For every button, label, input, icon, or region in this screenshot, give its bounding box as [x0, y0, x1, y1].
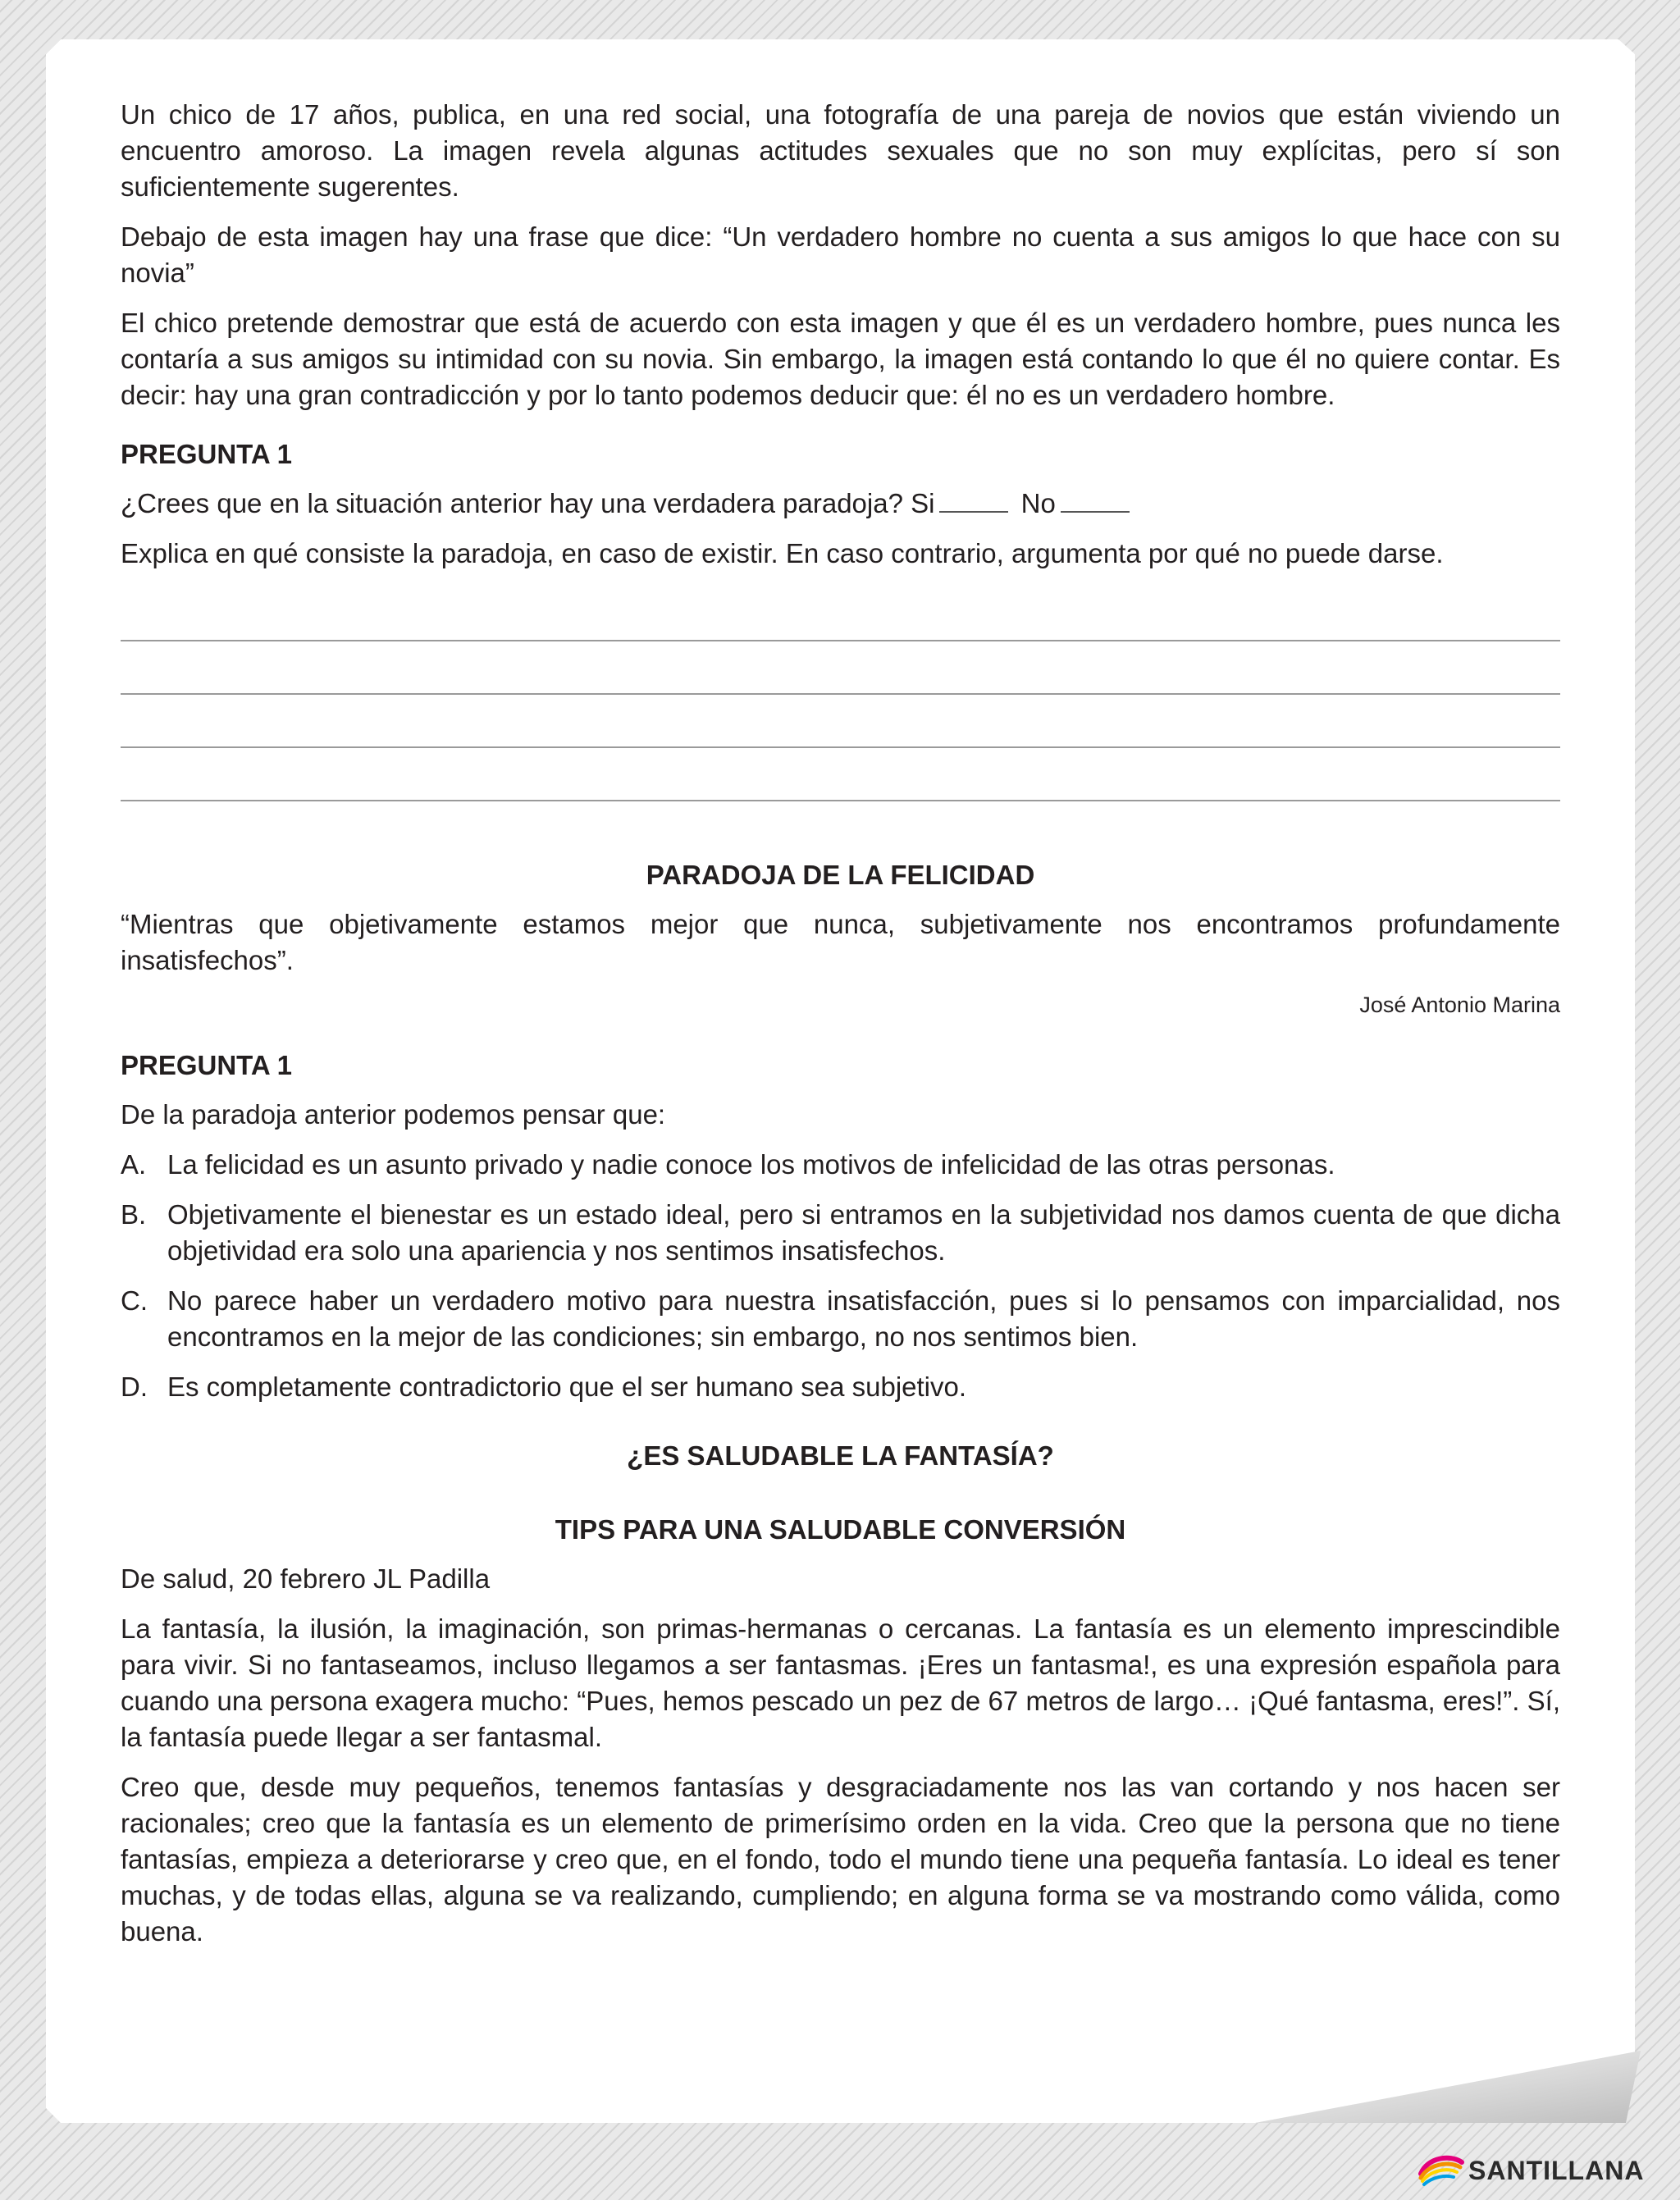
yes-answer-blank[interactable] — [939, 508, 1008, 513]
intro-section — [121, 97, 1560, 413]
option-text: No parece haber un verdadero motivo para nuestra insatisfacción, pues si lo pensamos con imparcialidad, nos encontramos en la mejor de las condiciones; sin embargo, no nos sentimos bien. — [167, 1285, 1560, 1352]
option-text: Objetivamente el bienestar es un estado ideal, pero si entramos en la subjetividad nos damos cuenta de que dicha objetividad era solo una apariencia y nos sentimos insatisfechos. — [167, 1199, 1560, 1266]
option-a[interactable] — [121, 1147, 1560, 1183]
page-content — [121, 97, 1560, 1964]
no-label: No — [1020, 488, 1056, 518]
question-instruction: Explica en qué consiste la paradoja, en caso de existir. En caso contrario, argumenta por qué no puede darse. — [121, 538, 1444, 568]
fantasy-section — [121, 1438, 1560, 1950]
answer-line[interactable] — [121, 748, 1560, 801]
question-title: PREGUNTA 1 — [121, 439, 293, 469]
paradox-section — [121, 857, 1560, 1023]
logo-text: SANTILLANA — [1468, 2155, 1645, 2185]
answer-line[interactable] — [121, 588, 1560, 641]
paradox-title: PARADOJA DE LA FELICIDAD — [646, 860, 1035, 890]
fantasy-subtitle: TIPS PARA UNA SALUDABLE CONVERSIÓN — [555, 1514, 1126, 1545]
option-letter: D. — [121, 1372, 148, 1402]
intro-paragraph: Debajo de esta imagen hay una frase que dice: “Un verdadero hombre no cuenta a sus amigos lo que hace con su novia” — [121, 221, 1560, 288]
article-byline: De salud, 20 febrero JL Padilla — [121, 1563, 491, 1594]
option-letter: C. — [121, 1285, 148, 1316]
question-1-section — [121, 436, 1560, 801]
question-prompt — [121, 486, 1560, 522]
option-letter: B. — [121, 1199, 147, 1230]
option-d[interactable] — [121, 1369, 1560, 1405]
option-letter: A. — [121, 1149, 147, 1180]
question-prompt-text: ¿Crees que en la situación anterior hay una verdadera paradoja? Si — [121, 488, 935, 518]
answer-line[interactable] — [121, 641, 1560, 695]
option-text: Es completamente contradictorio que el ser humano sea subjetivo. — [167, 1372, 967, 1402]
article-paragraph: Creo que, desde muy pequeños, tenemos fantasías y desgraciadamente nos las van cortando y nos hacen ser racionales; creo que la fantasía es un elemento de primerísimo orden en la vida. Creo que la persona que no tiene fantasías, empieza a deteriorarse y creo que, en el fondo, todo el mundo tiene una pequeña fantasía. Lo ideal es tener muchas, y de todas ellas, alguna se va realizando, cumpliendo; en alguna forma se va mostrando como válida, como buena. — [121, 1772, 1560, 1947]
intro-paragraph: Un chico de 17 años, publica, en una red social, una fotografía de una pareja de novios que están viviendo un encuentro amoroso. La imagen revela algunas actitudes sexuales que no son muy explícitas, pero sí son suficientemente sugerentes. — [121, 99, 1560, 202]
question-2-section — [121, 1048, 1560, 1405]
paradox-quote: “Mientras que objetivamente estamos mejor que nunca, subjetivamente nos encontramos profundamente insatisfechos”. — [121, 909, 1560, 975]
quote-author: José Antonio Marina — [1359, 993, 1560, 1017]
intro-paragraph: El chico pretende demostrar que está de acuerdo con esta imagen y que él es un verdadero hombre, pues nunca les contaría a sus amigos su intimidad con su novia. Sin embargo, la imagen está contando lo que él no quiere contar. Es decir: hay una gran contradicción y por lo tanto podemos deducir que: él no es un verdadero hombre. — [121, 308, 1560, 410]
no-answer-blank[interactable] — [1061, 508, 1130, 513]
santillana-logo — [1418, 2152, 1644, 2189]
fantasy-title: ¿ES SALUDABLE LA FANTASÍA? — [627, 1440, 1054, 1471]
santillana-swoosh-icon — [1418, 2152, 1465, 2189]
option-c[interactable] — [121, 1283, 1560, 1355]
question-prompt: De la paradoja anterior podemos pensar que: — [121, 1099, 666, 1130]
article-paragraph: La fantasía, la ilusión, la imaginación, son primas-hermanas o cercanas. La fantasía es un elemento imprescindible para vivir. Si no fantaseamos, incluso llegamos a ser fantasmas. ¡Eres un fantasma!, es una expresión española para cuando una persona exagera mucho: “Pues, hemos pescado un pez de 67 metros de largo… ¡Qué fantasma, eres!”. Sí, la fantasía puede llegar a ser fantasmal. — [121, 1613, 1560, 1752]
question-title: PREGUNTA 1 — [121, 1050, 293, 1080]
answer-options — [121, 1147, 1560, 1405]
answer-line[interactable] — [121, 695, 1560, 748]
option-text: La felicidad es un asunto privado y nadie conoce los motivos de infelicidad de las otras personas. — [167, 1149, 1335, 1180]
answer-lines — [121, 588, 1560, 801]
option-b[interactable] — [121, 1197, 1560, 1269]
